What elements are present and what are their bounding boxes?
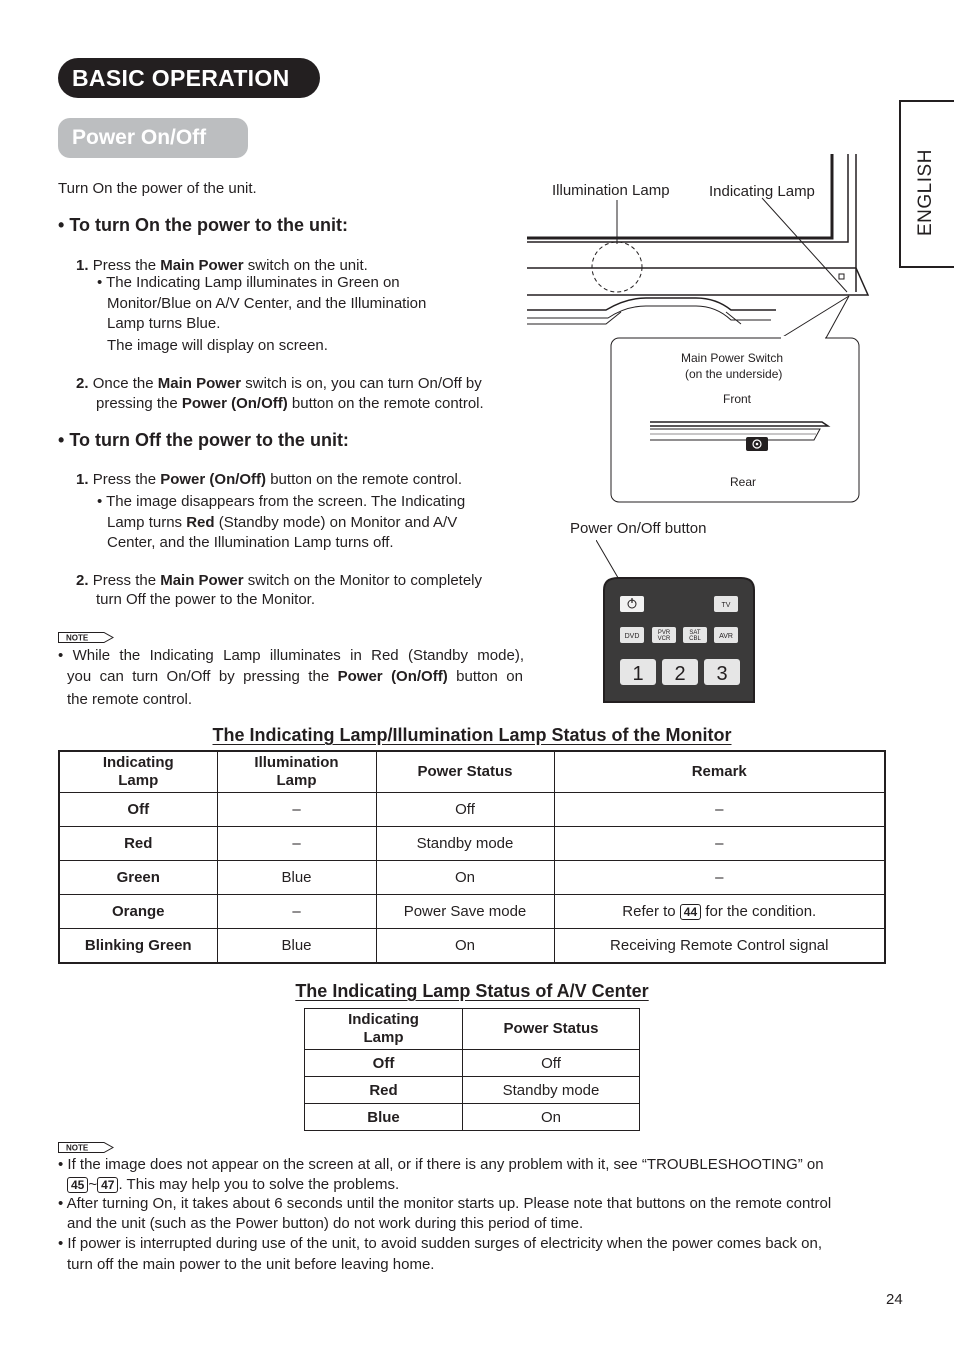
- svg-text:2: 2: [674, 663, 686, 685]
- turn-on-step-1-detail-4: The image will display on screen.: [107, 337, 328, 354]
- table-cell: –: [217, 895, 376, 929]
- table-cell: Standby mode: [463, 1077, 640, 1104]
- section-title: BASIC OPERATION: [58, 58, 320, 98]
- table-cell: Blue: [217, 861, 376, 895]
- table-cell: Power Save mode: [376, 895, 554, 929]
- turn-on-step-2: 2. Once the Main Power switch is on, you can turn On/Off by: [76, 375, 482, 392]
- av-center-lamp-status-table: [304, 1008, 640, 1131]
- svg-text:3: 3: [716, 663, 728, 685]
- table-cell: Orange: [59, 895, 217, 929]
- header-cell: Indicating Lamp: [59, 751, 217, 793]
- svg-text:1: 1: [632, 663, 644, 685]
- table-header-row: [59, 751, 885, 793]
- table-cell: –: [554, 793, 885, 827]
- table-cell: Red: [305, 1077, 463, 1104]
- page-reference-link[interactable]: 45: [67, 1177, 88, 1193]
- svg-text:CBL: CBL: [689, 636, 701, 642]
- header-cell: Indicating Lamp: [305, 1009, 463, 1050]
- note-1-line-3: the remote control.: [67, 691, 193, 708]
- table-2-title: The Indicating Lamp Status of A/V Center: [295, 981, 649, 1001]
- rear-label: Rear: [730, 475, 757, 489]
- intro-text: Turn On the power of the unit.: [58, 180, 257, 197]
- turn-on-heading: • To turn On the power to the unit:: [58, 215, 348, 235]
- table-row: [59, 861, 885, 895]
- table-row: [59, 793, 885, 827]
- page-reference-link[interactable]: 44: [680, 904, 701, 920]
- svg-text:TV: TV: [721, 602, 731, 609]
- table-cell: –: [217, 827, 376, 861]
- illumination-lamp-label: Illumination Lamp: [552, 182, 670, 199]
- table-cell: On: [376, 861, 554, 895]
- turn-off-step-1-detail-1: • The image disappears from the screen. The Indicating: [97, 493, 466, 510]
- svg-text:SAT: SAT: [689, 630, 701, 636]
- table-cell: Refer to 44 for the condition.: [554, 895, 885, 929]
- header-cell: Power Status: [463, 1009, 640, 1050]
- monitor-diagram: [526, 150, 871, 510]
- turn-on-step-1-detail-3: Lamp turns Blue.: [107, 315, 221, 332]
- turn-off-step-1-detail-2: Lamp turns Red (Standby mode) on Monitor and A/V: [107, 514, 458, 531]
- header-cell: Illumination Lamp: [217, 751, 376, 793]
- note-2-bullet-3-line-2: turn off the main power to the unit before leaving home.: [67, 1256, 435, 1273]
- table-cell: –: [554, 827, 885, 861]
- table-cell: Red: [59, 827, 217, 861]
- note-1-line-2: you can turn On/Off by pressing the Power (On/Off) button on: [67, 668, 523, 685]
- table-cell: –: [217, 793, 376, 827]
- main-power-switch-label: Main Power Switch: [681, 351, 784, 365]
- table-row: [59, 895, 885, 929]
- svg-text:AVR: AVR: [719, 633, 733, 640]
- note-2-bullet-1: • If the image does not appear on the screen at all, or if there is any problem with it, see “TROUBLESHOOTING” on: [58, 1156, 824, 1173]
- note-2-bullet-1-line-2: 45 ~ 47 . This may help you to solve the problems.: [67, 1175, 399, 1195]
- turn-on-step-1-detail-1: • The Indicating Lamp illuminates in Green on: [97, 274, 400, 291]
- table-row: [59, 929, 885, 964]
- bullet-icon: •: [58, 430, 70, 450]
- svg-text:VCR: VCR: [657, 636, 671, 642]
- table-cell: –: [554, 861, 885, 895]
- language-tab-label: ENGLISH: [915, 149, 936, 236]
- language-tab: [899, 100, 954, 268]
- table-cell: Standby mode: [376, 827, 554, 861]
- svg-text:DVD: DVD: [624, 633, 640, 640]
- indicating-lamp-label: Indicating Lamp: [709, 183, 815, 200]
- table-cell: Receiving Remote Control signal: [554, 929, 885, 964]
- table-cell: Blue: [305, 1104, 463, 1131]
- monitor-lamp-status-table: [58, 750, 886, 964]
- table-cell: Blinking Green: [59, 929, 217, 964]
- note-1-line-1: • While the Indicating Lamp illuminates in Red (Standby mode),: [58, 647, 524, 664]
- turn-off-step-1-detail-3: Center, and the Illumination Lamp turns off.: [107, 534, 394, 551]
- power-button-label: Power On/Off button: [570, 520, 707, 537]
- table-row: [59, 827, 885, 861]
- front-label: Front: [723, 392, 752, 406]
- turn-off-step-2: 2. Press the Main Power switch on the Monitor to completely: [76, 572, 483, 589]
- table-header-row: [305, 1009, 640, 1050]
- table-cell: Off: [463, 1050, 640, 1077]
- note-2-bullet-2-line-2: and the unit (such as the Power button) do not work during this period of time.: [67, 1215, 584, 1232]
- note-badge: [58, 630, 114, 647]
- svg-text:NOTE: NOTE: [66, 633, 89, 643]
- turn-on-step-1-detail-2: Monitor/Blue on A/V Center, and the Illumination: [107, 295, 427, 312]
- svg-text:PVR: PVR: [657, 630, 671, 636]
- underside-label: (on the underside): [685, 367, 783, 381]
- turn-on-step-1: 1. Press the Main Power switch on the unit.: [76, 257, 368, 274]
- header-cell: Power Status: [376, 751, 554, 793]
- table-cell: On: [463, 1104, 640, 1131]
- turn-off-heading: • To turn Off the power to the unit:: [58, 430, 349, 450]
- table-cell: Off: [59, 793, 217, 827]
- remote-control: [596, 540, 761, 705]
- turn-on-step-2-line-2: pressing the Power (On/Off) button on the remote control.: [96, 395, 484, 412]
- table-cell: Off: [376, 793, 554, 827]
- table-1-title: The Indicating Lamp/Illumination Lamp Status of the Monitor: [212, 725, 732, 745]
- turn-off-step-2-line-2: turn Off the power to the Monitor.: [96, 591, 316, 608]
- table-cell: Blue: [217, 929, 376, 964]
- table-row: [305, 1050, 640, 1077]
- table-cell: Off: [305, 1050, 463, 1077]
- subsection-title: Power On/Off: [58, 118, 248, 158]
- table-cell: Green: [59, 861, 217, 895]
- note-2-bullet-2: • After turning On, it takes about 6 seconds until the monitor starts up. Please note that buttons on the remote control: [58, 1195, 832, 1212]
- page-number: 24: [886, 1291, 903, 1308]
- table-row: [305, 1104, 640, 1131]
- note-2-bullet-3: • If power is interrupted during use of the unit, to avoid sudden surges of electricity when the power comes back on,: [58, 1235, 823, 1252]
- table-cell: On: [376, 929, 554, 964]
- page-reference-link[interactable]: 47: [97, 1177, 118, 1193]
- svg-text:NOTE: NOTE: [66, 1143, 89, 1153]
- header-cell: Remark: [554, 751, 885, 793]
- table-row: [305, 1077, 640, 1104]
- bullet-icon: •: [58, 215, 70, 235]
- turn-off-step-1: 1. Press the Power (On/Off) button on the remote control.: [76, 471, 462, 488]
